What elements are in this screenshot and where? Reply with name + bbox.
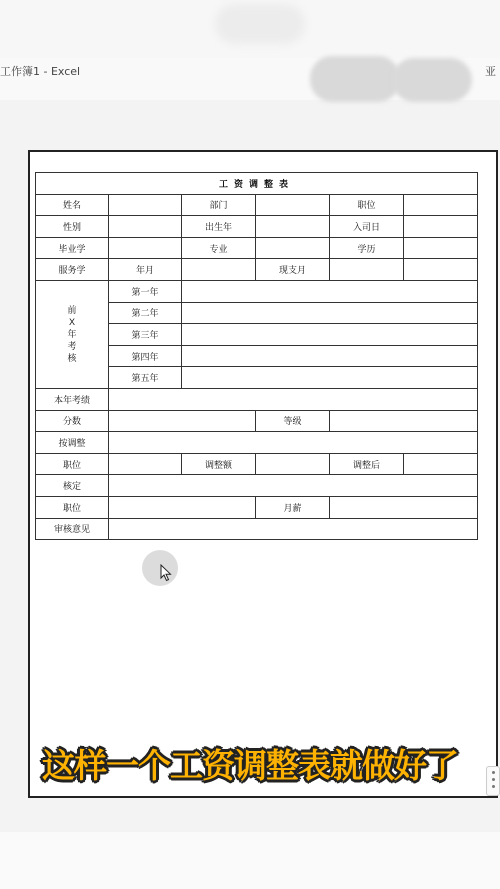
- scroll-handle-icon[interactable]: [486, 766, 500, 796]
- table-row: [36, 432, 478, 454]
- label-year3[interactable]: 第三年: [109, 324, 182, 346]
- video-caption: 这样一个工资调整表就做好了: [42, 746, 458, 785]
- table-row: [36, 410, 478, 432]
- window-title: 工作簿1 - Excel: [0, 65, 81, 78]
- label-school[interactable]: 毕业学: [36, 237, 109, 259]
- label-position[interactable]: 职位: [330, 194, 404, 216]
- label-gender[interactable]: 性别: [36, 216, 109, 238]
- value-cell[interactable]: [109, 496, 256, 518]
- value-cell[interactable]: [109, 410, 256, 432]
- value-cell[interactable]: [256, 194, 330, 216]
- label-this-year[interactable]: 本年考绩: [36, 388, 109, 410]
- table-row: [36, 496, 478, 518]
- mouse-pointer-icon: [160, 564, 172, 582]
- title-right-text: 亚: [485, 65, 496, 78]
- label-department[interactable]: 部门: [182, 194, 256, 216]
- label-year1[interactable]: 第一年: [109, 280, 182, 302]
- table-row: [36, 388, 478, 410]
- value-cell[interactable]: [109, 237, 182, 259]
- value-cell[interactable]: [404, 259, 478, 281]
- label-grade[interactable]: 等级: [256, 410, 330, 432]
- label-current-pay[interactable]: 现支月: [256, 259, 330, 281]
- value-cell[interactable]: [256, 453, 330, 475]
- label-position-2[interactable]: 职位: [36, 453, 109, 475]
- review-value-cell[interactable]: [109, 518, 478, 540]
- salary-adjustment-table[interactable]: [35, 172, 478, 540]
- label-name[interactable]: 姓名: [36, 194, 109, 216]
- value-cell[interactable]: [109, 194, 182, 216]
- value-cell[interactable]: [330, 259, 404, 281]
- value-cell[interactable]: [182, 302, 478, 324]
- label-position-3[interactable]: 职位: [36, 496, 109, 518]
- label-education[interactable]: 学历: [330, 237, 404, 259]
- label-adjust-amount[interactable]: 调整额: [182, 453, 256, 475]
- value-cell[interactable]: [256, 216, 330, 238]
- value-cell[interactable]: [109, 453, 182, 475]
- value-cell[interactable]: [404, 453, 478, 475]
- blur-smudge: [215, 4, 305, 44]
- table-row: [36, 194, 478, 216]
- label-monthly-salary[interactable]: 月薪: [256, 496, 330, 518]
- label-year4[interactable]: 第四年: [109, 345, 182, 367]
- label-after-adjust[interactable]: 调整后: [330, 453, 404, 475]
- value-cell[interactable]: [182, 345, 478, 367]
- appraisal-group-text: 前 X 年 考 核: [67, 305, 77, 364]
- table-row: [36, 173, 478, 195]
- spreadsheet-page[interactable]: [28, 150, 498, 798]
- label-major[interactable]: 专业: [182, 237, 256, 259]
- form-title[interactable]: 工资调整表: [36, 173, 478, 195]
- label-review-opinion[interactable]: 审核意见: [36, 518, 109, 540]
- value-cell[interactable]: [109, 388, 478, 410]
- blurred-user-avatar: [310, 56, 400, 102]
- table-row: [36, 237, 478, 259]
- label-year-month[interactable]: 年月: [109, 259, 182, 281]
- label-adjust-by[interactable]: 按调整: [36, 432, 109, 454]
- label-hire-date[interactable]: 入司日: [330, 216, 404, 238]
- value-cell[interactable]: [404, 194, 478, 216]
- value-cell[interactable]: [109, 475, 478, 497]
- table-row: [36, 453, 478, 475]
- value-cell[interactable]: [109, 432, 478, 454]
- table-row: [36, 518, 478, 540]
- label-approve[interactable]: 核定: [36, 475, 109, 497]
- value-cell[interactable]: [182, 280, 478, 302]
- blurred-user-avatar-2: [392, 58, 472, 102]
- label-year2[interactable]: 第二年: [109, 302, 182, 324]
- table-row: [36, 280, 478, 302]
- value-cell[interactable]: [256, 237, 330, 259]
- label-service[interactable]: 服务学: [36, 259, 109, 281]
- label-year5[interactable]: 第五年: [109, 367, 182, 389]
- table-row: [36, 259, 478, 281]
- table-row: [36, 216, 478, 238]
- value-cell[interactable]: [330, 410, 478, 432]
- table-row: [36, 475, 478, 497]
- value-cell[interactable]: [330, 496, 478, 518]
- label-birth-year[interactable]: 出生年: [182, 216, 256, 238]
- label-appraisal-group[interactable]: [36, 280, 109, 388]
- bottom-area: [0, 832, 500, 889]
- value-cell[interactable]: [182, 367, 478, 389]
- label-score[interactable]: 分数: [36, 410, 109, 432]
- value-cell[interactable]: [404, 216, 478, 238]
- value-cell[interactable]: [109, 216, 182, 238]
- value-cell[interactable]: [182, 324, 478, 346]
- top-blurred-area: [0, 0, 500, 58]
- value-cell[interactable]: [404, 237, 478, 259]
- value-cell[interactable]: [182, 259, 256, 281]
